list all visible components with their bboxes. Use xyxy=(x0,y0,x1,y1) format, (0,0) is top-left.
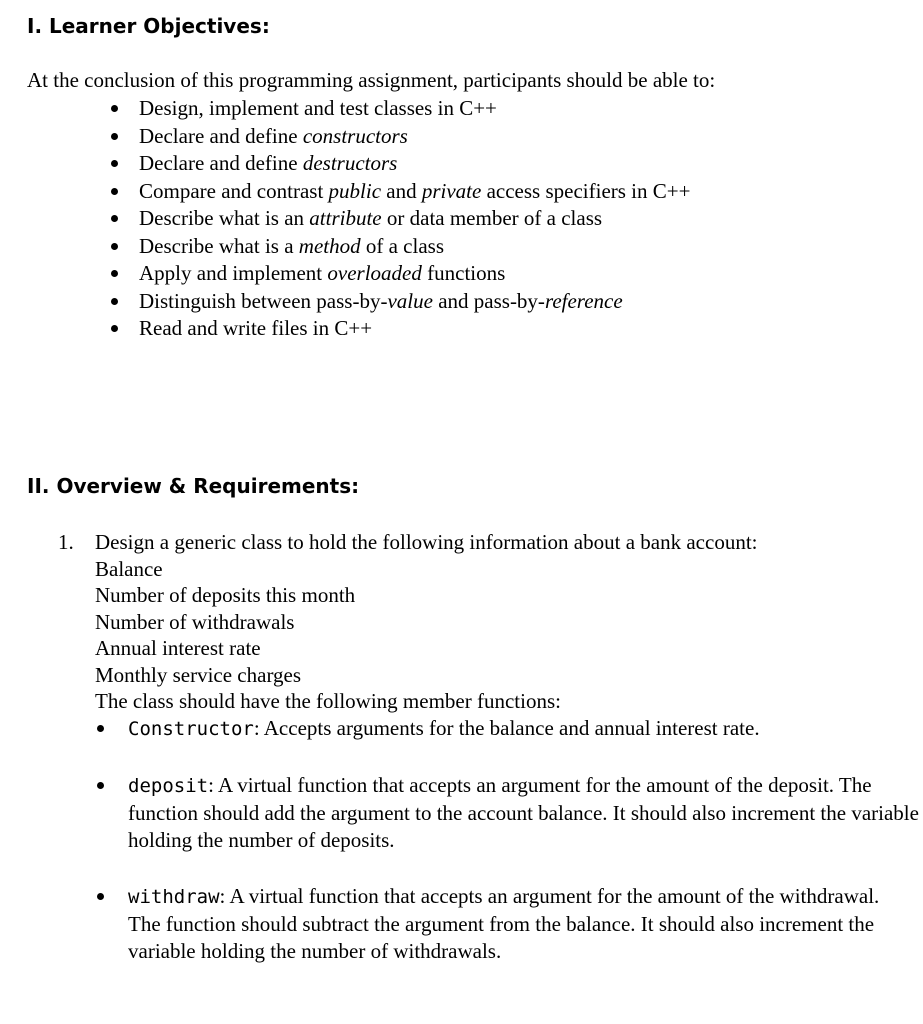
objective-item: Declare and define destructors xyxy=(105,150,690,178)
function-withdraw xyxy=(58,883,888,965)
function-description: : A virtual function that accepts an argument for the amount of the deposit. The function should add the argument to the account balance. It should also increment the variable holding the number of deposits. xyxy=(128,772,919,852)
bullet-icon xyxy=(111,188,118,195)
objective-item: Describe what is a method of a class xyxy=(105,233,690,261)
requirement-line xyxy=(58,529,923,556)
bullet-icon xyxy=(97,893,104,900)
field-deposits: Number of deposits this month xyxy=(95,583,356,607)
function-description: : Accepts arguments for the balance and annual interest rate. xyxy=(253,715,760,740)
requirement-text: Design a generic class to hold the following information about a bank account: xyxy=(95,530,758,554)
requirement-item-1 xyxy=(58,529,923,965)
field-service-charges: Monthly service charges xyxy=(95,662,302,687)
requirement-number: 1. xyxy=(58,530,74,554)
members-intro: The class should have the following member functions: xyxy=(95,689,561,713)
bullet-icon xyxy=(111,243,118,250)
bullet-icon xyxy=(111,298,118,305)
function-name: withdraw xyxy=(128,885,220,908)
bullet-icon xyxy=(111,270,118,277)
bullet-icon xyxy=(111,133,118,140)
function-constructor xyxy=(58,715,888,743)
member-functions-list xyxy=(58,715,923,965)
field-withdrawals: Number of withdrawals xyxy=(95,609,295,634)
objective-item: Apply and implement overloaded functions xyxy=(105,260,690,288)
bullet-icon xyxy=(97,782,104,789)
bullet-icon xyxy=(111,105,118,112)
bullet-icon xyxy=(111,215,118,222)
field-interest-rate: Annual interest rate xyxy=(95,636,261,660)
bullet-icon xyxy=(111,160,118,167)
objectives-list xyxy=(105,95,690,343)
objective-item: Declare and define constructors xyxy=(105,123,690,151)
objective-item: Distinguish between pass-by-value and pass-by-reference xyxy=(105,288,690,316)
section-heading-overview-requirements: II. Overview & Requirements: xyxy=(27,474,360,498)
function-deposit xyxy=(58,772,923,854)
section-heading-learner-objectives: I. Learner Objectives: xyxy=(27,14,270,38)
bullet-icon xyxy=(97,725,104,732)
objective-item: Describe what is an attribute or data member of a class xyxy=(105,205,690,233)
objective-item: Read and write files in C++ xyxy=(105,315,690,343)
bullet-icon xyxy=(111,325,118,332)
objectives-intro: At the conclusion of this programming assignment, participants should be able to: xyxy=(27,68,716,92)
objective-item: Compare and contrast public and private access specifiers in C++ xyxy=(105,178,690,206)
function-description: : A virtual function that accepts an argument for the amount of the withdrawal. The function should subtract the argument from the balance. It should also increment the variable holding the number of withdrawals. xyxy=(128,883,880,963)
field-balance: Balance xyxy=(95,556,163,581)
function-name: Constructor xyxy=(128,717,254,740)
objective-item: Design, implement and test classes in C++ xyxy=(105,95,690,123)
function-name: deposit xyxy=(128,774,209,797)
